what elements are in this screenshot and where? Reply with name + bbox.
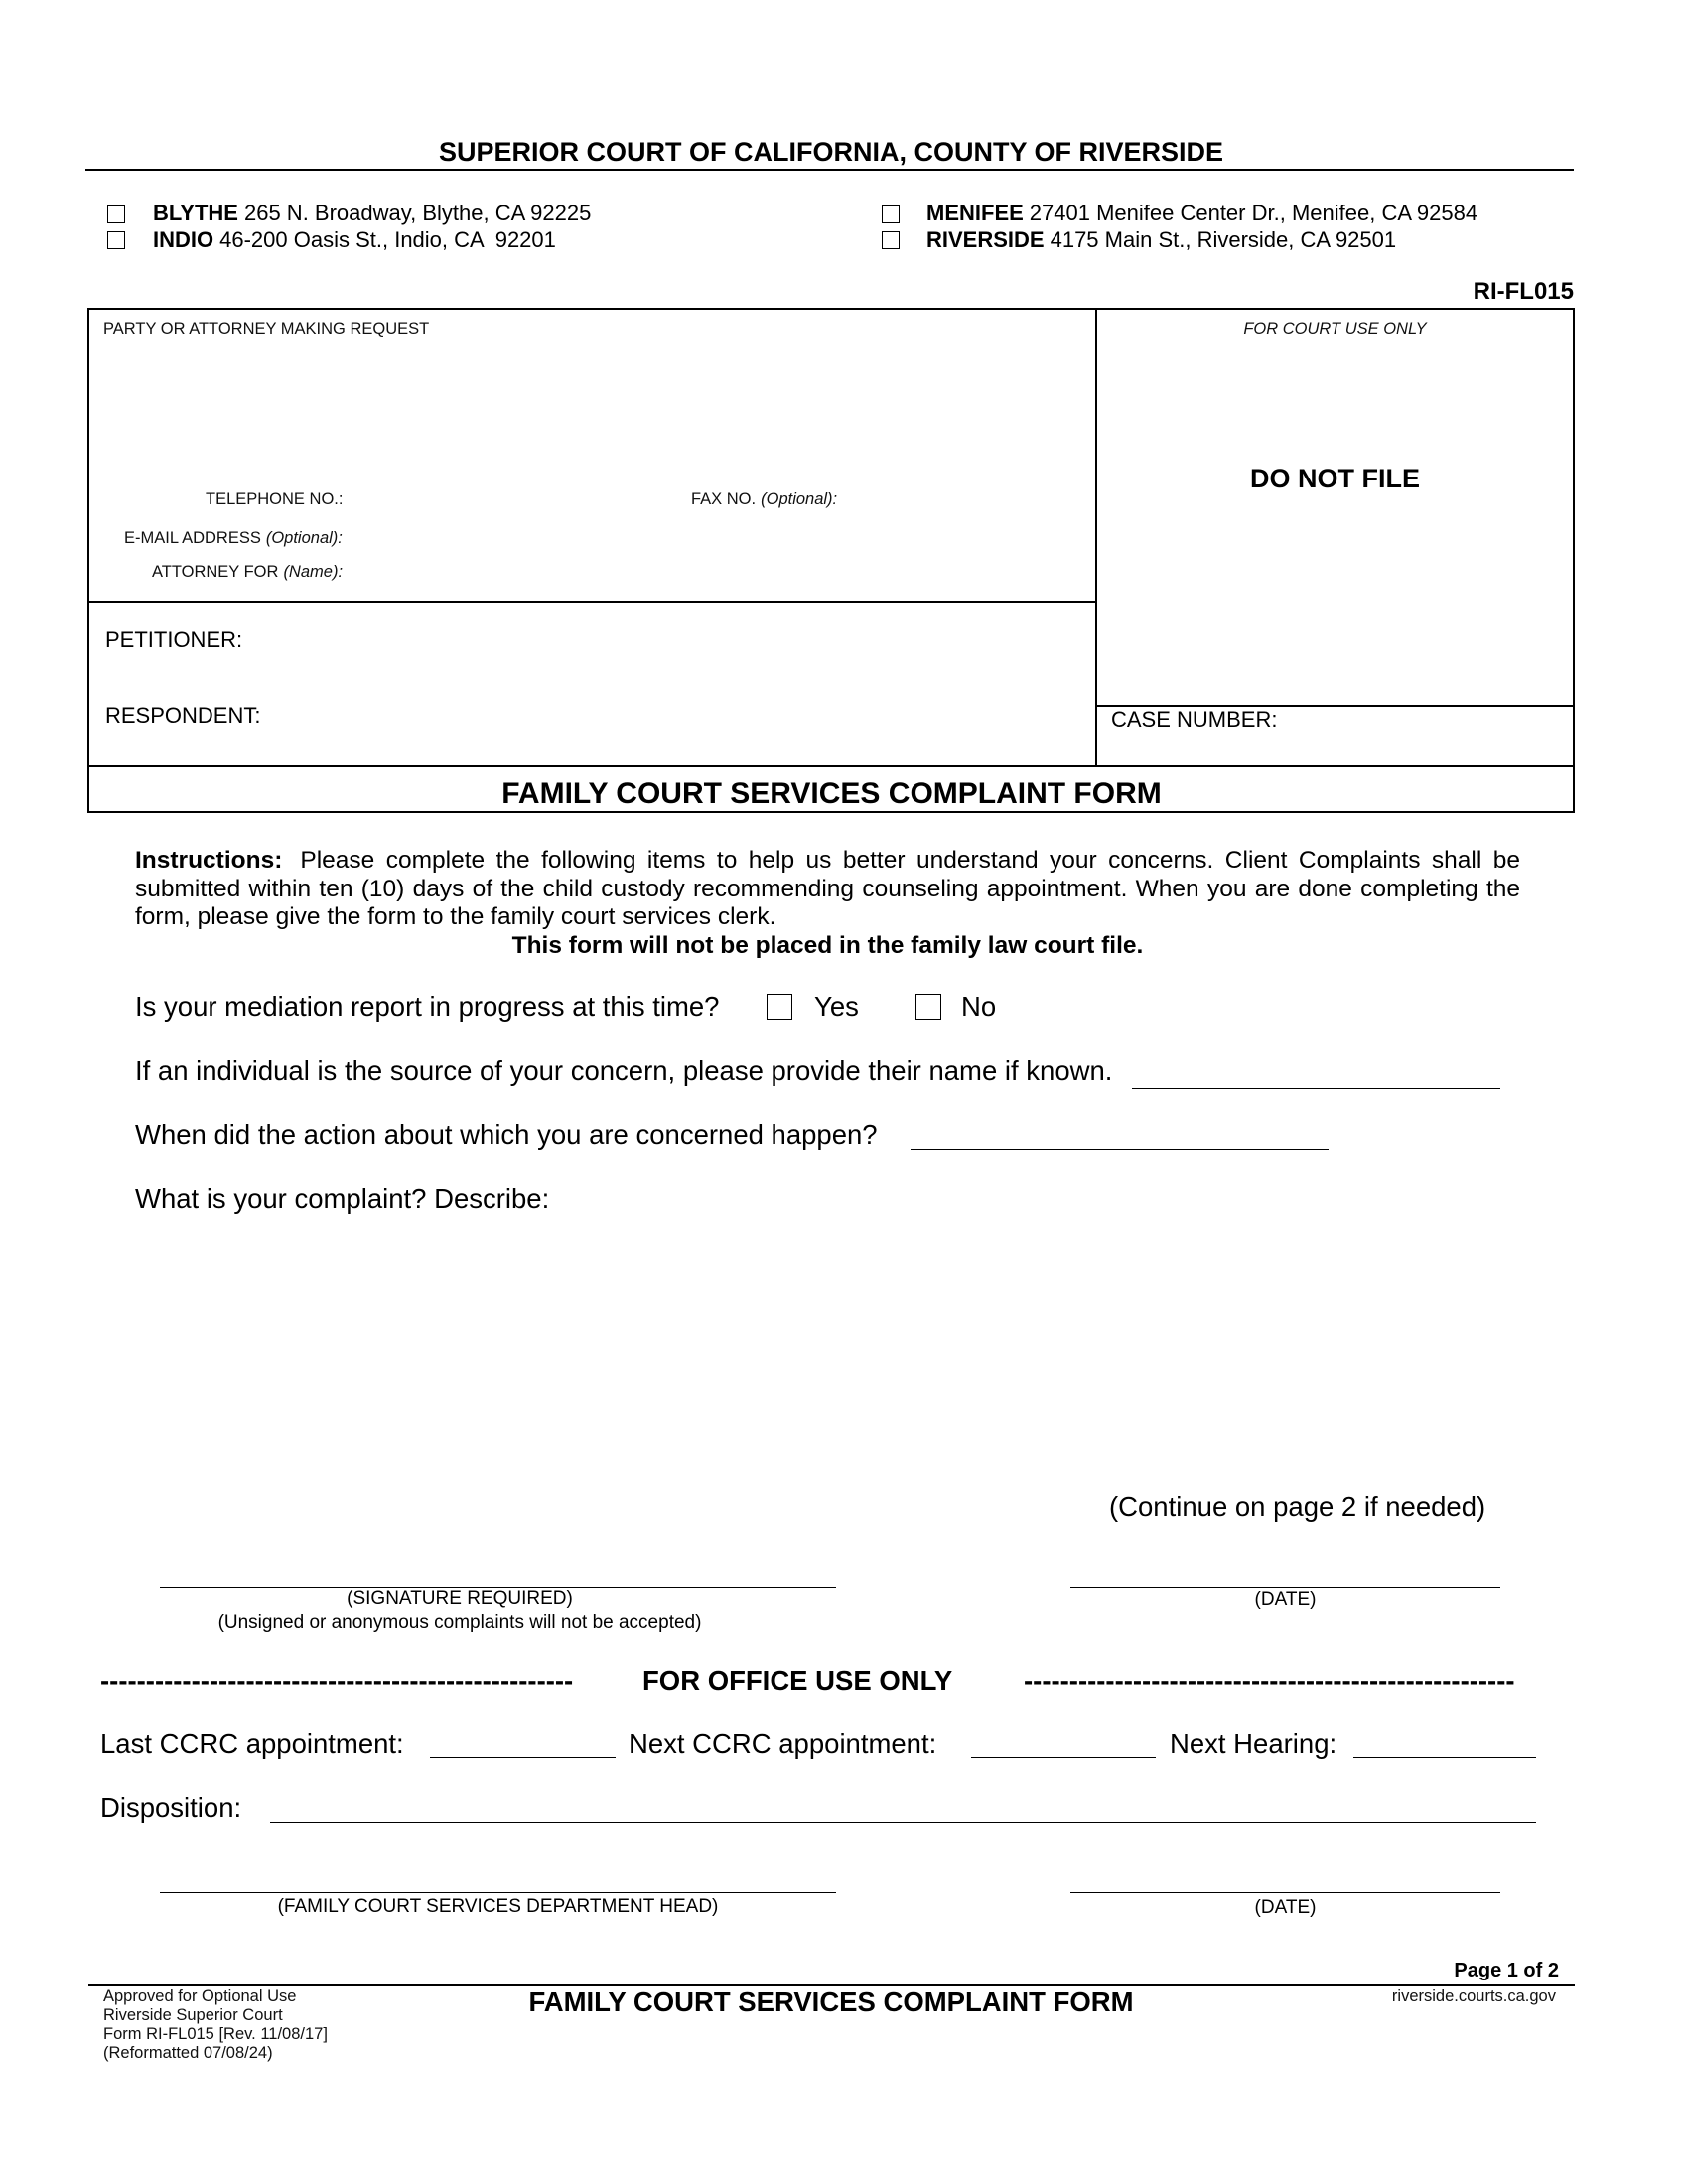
last-ccrc-label: Last CCRC appointment: <box>100 1728 404 1759</box>
mediation-no-checkbox[interactable] <box>915 994 941 1020</box>
office-use-left-rule: ---------------------------------------------------- <box>100 1665 574 1696</box>
individual-question: If an individual is the source of your concern, please provide their name if known. <box>135 1055 1113 1086</box>
office-date-field[interactable] <box>1070 1863 1500 1893</box>
location-name: MENIFEE <box>926 201 1024 225</box>
respondent-label: RESPONDENT: <box>105 703 261 728</box>
location-address: 265 N. Broadway, Blythe, CA 92225 <box>243 201 592 225</box>
form-number: RI-FL015 <box>1473 278 1574 305</box>
disposition-label: Disposition: <box>100 1792 242 1823</box>
footer-approval-line: (Reformatted 07/08/24) <box>103 2044 273 2062</box>
complaint-description-field[interactable] <box>135 1221 1520 1469</box>
mediation-yes-checkbox[interactable] <box>767 994 792 1020</box>
department-head-signature-field[interactable] <box>160 1863 836 1893</box>
do-not-file-stamp: DO NOT FILE <box>1250 464 1420 493</box>
attorney-for-label <box>152 564 343 581</box>
location-indio <box>153 229 556 251</box>
complaint-question: What is your complaint? Describe: <box>135 1183 550 1214</box>
form-title: FAMILY COURT SERVICES COMPLAINT FORM <box>501 777 1162 810</box>
court-title: SUPERIOR COURT OF CALIFORNIA, COUNTY OF RIVERSIDE <box>438 137 1224 167</box>
instructions-notice: This form will not be placed in the family law court file. <box>511 932 1144 959</box>
mediation-yes-label: Yes <box>814 991 859 1022</box>
instructions-text: Please complete the following items to help us better understand your concerns. Client Complaints shall be <box>300 847 1520 874</box>
footer-approval-line: Approved for Optional Use <box>103 1987 297 2005</box>
caption-party-divider <box>88 601 1096 603</box>
caption-right-rule <box>1573 308 1575 813</box>
instructions-label: Instructions: <box>135 847 283 874</box>
location-address: 4175 Main St., Riverside, CA 92501 <box>1050 227 1397 252</box>
signature-date-label: (DATE) <box>1254 1589 1317 1610</box>
caption-middle-rule <box>1095 308 1097 767</box>
menifee-checkbox[interactable] <box>882 205 900 223</box>
individual-name-field[interactable] <box>1132 1059 1500 1089</box>
office-use-title: FOR OFFICE USE ONLY <box>642 1665 953 1696</box>
court-title-rule <box>85 169 1574 171</box>
location-name: RIVERSIDE <box>926 227 1045 252</box>
riverside-checkbox[interactable] <box>882 231 900 249</box>
department-head-label: (FAMILY COURT SERVICES DEPARTMENT HEAD) <box>277 1896 719 1917</box>
instructions-block <box>135 847 1520 932</box>
fax-optional-hint: (Optional): <box>761 490 838 508</box>
next-hearing-label: Next Hearing: <box>1170 1728 1337 1759</box>
party-label: PARTY OR ATTORNEY MAKING REQUEST <box>103 320 430 338</box>
instructions-line-1 <box>135 847 1520 876</box>
attorney-for-label-text: ATTORNEY FOR <box>152 563 279 581</box>
office-use-right-rule: ------------------------------------------------------ <box>1024 1665 1515 1696</box>
location-blythe <box>153 203 591 224</box>
email-label <box>124 530 343 547</box>
when-question: When did the action about which you are concerned happen? <box>135 1119 878 1150</box>
signature-date-field[interactable] <box>1070 1559 1500 1588</box>
footer-approval-line: Form RI-FL015 [Rev. 11/08/17] <box>103 2025 328 2043</box>
telephone-label: TELEPHONE NO.: <box>206 490 344 508</box>
last-ccrc-field[interactable] <box>430 1728 616 1758</box>
continue-note: (Continue on page 2 if needed) <box>1109 1491 1486 1522</box>
when-happened-field[interactable] <box>911 1120 1329 1150</box>
footer-approval-line: Riverside Superior Court <box>103 2006 283 2024</box>
attorney-for-name-hint: (Name): <box>283 563 344 581</box>
location-address: 46-200 Oasis St., Indio, CA 92201 <box>219 227 556 252</box>
page-indicator: Page 1 of 2 <box>1454 1960 1559 1981</box>
fax-label-text: FAX NO. <box>691 490 757 508</box>
next-ccrc-field[interactable] <box>971 1728 1156 1758</box>
email-optional-hint: (Optional): <box>265 529 343 547</box>
petitioner-label: PETITIONER: <box>105 627 243 652</box>
fax-label <box>691 491 837 508</box>
next-ccrc-label: Next CCRC appointment: <box>629 1728 937 1759</box>
location-riverside <box>926 229 1396 251</box>
disposition-field[interactable] <box>270 1793 1536 1823</box>
location-menifee <box>926 203 1477 224</box>
location-name: BLYTHE <box>153 201 238 225</box>
footer-website: riverside.courts.ca.gov <box>1391 1987 1556 2005</box>
indio-checkbox[interactable] <box>107 231 125 249</box>
instructions-line-2: submitted within ten (10) days of the child custody recommending counseling appointment. When you are done completing the <box>135 875 1520 902</box>
signature-note: (Unsigned or anonymous complaints will not be accepted) <box>217 1612 702 1633</box>
footer-title: FAMILY COURT SERVICES COMPLAINT FORM <box>528 1986 1134 2017</box>
location-name: INDIO <box>153 227 214 252</box>
caption-bottom-rule <box>88 765 1575 767</box>
court-use-label: FOR COURT USE ONLY <box>1243 320 1427 338</box>
office-date-label: (DATE) <box>1254 1897 1317 1918</box>
email-label-text: E-MAIL ADDRESS <box>124 529 261 547</box>
blythe-checkbox[interactable] <box>107 205 125 223</box>
case-number-label: CASE NUMBER: <box>1111 707 1278 732</box>
location-address: 27401 Menifee Center Dr., Menifee, CA 92584 <box>1029 201 1478 225</box>
mediation-no-label: No <box>961 991 997 1022</box>
caption-top-rule <box>88 308 1575 310</box>
next-hearing-field[interactable] <box>1353 1728 1536 1758</box>
mediation-question: Is your mediation report in progress at this time? <box>135 991 720 1022</box>
caption-left-rule <box>87 308 89 813</box>
title-row-bottom-rule <box>88 811 1575 813</box>
signature-label: (SIGNATURE REQUIRED) <box>347 1588 573 1609</box>
instructions-line-3: form, please give the form to the family court services clerk. <box>135 903 776 930</box>
signature-field[interactable] <box>160 1559 836 1588</box>
